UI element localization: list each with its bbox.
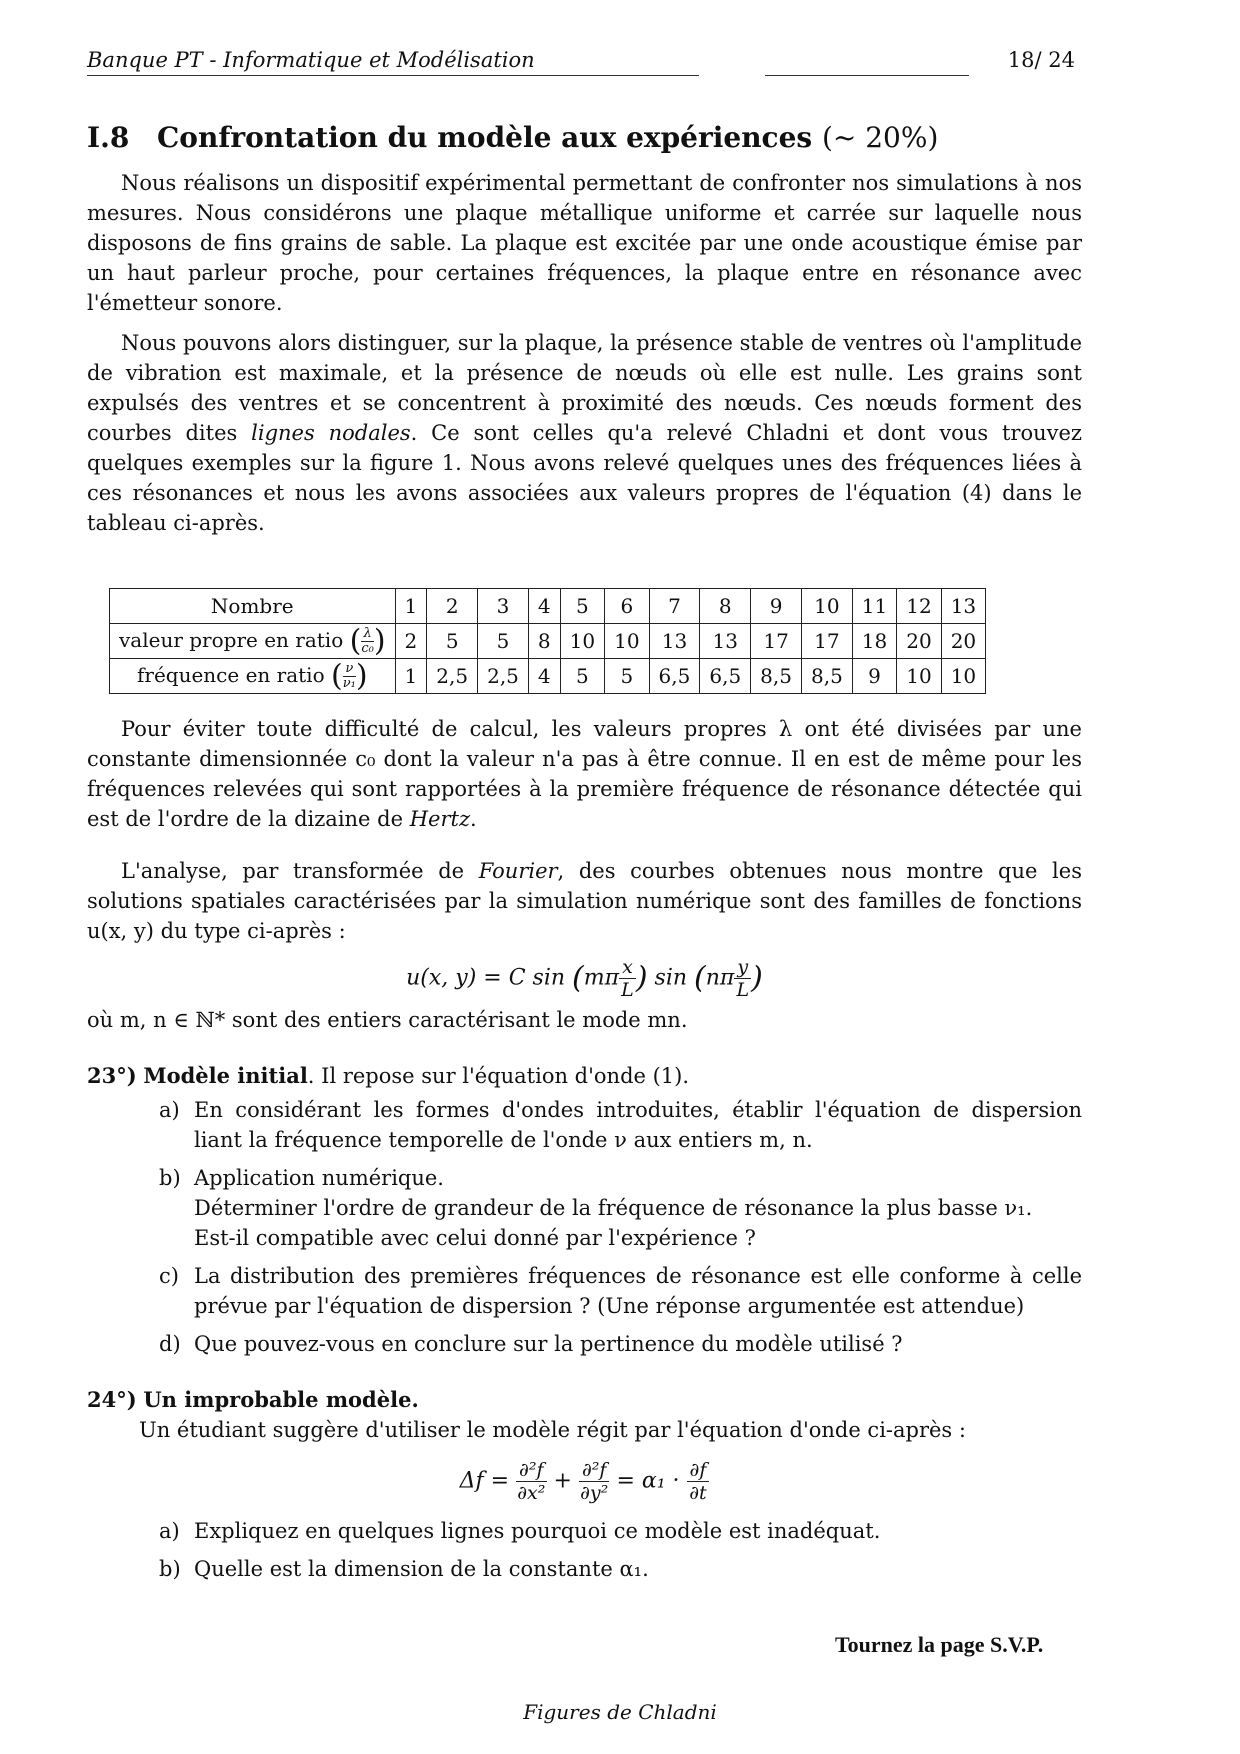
fraction-denominator: ν₁ bbox=[342, 676, 356, 692]
ratio-fraction bbox=[361, 627, 374, 656]
paragraph-1: Nous réalisons un dispositif expérimental permettant de confronter nos simulations à nos mesures. Nous considérons une plaque métallique uniforme et carrée sur laquelle nous disposons de fins grains de sable. La plaque est excitée par une onde acoustique émise par un haut parleur proche, pour certaines fréquences, la plaque entre en résonance avec l'émetteur sonore. bbox=[87, 171, 1082, 315]
eq2-lhs: Δf = bbox=[459, 1468, 510, 1494]
item-letter: b) bbox=[159, 1166, 181, 1190]
table-cell: 8 bbox=[528, 624, 560, 659]
question-number: 23°) bbox=[87, 1063, 137, 1088]
item-text: Application numérique. bbox=[194, 1166, 444, 1190]
table-cell: 2,5 bbox=[478, 659, 529, 694]
eq1-fraction-x bbox=[619, 956, 636, 1001]
table-cell: 5 bbox=[560, 659, 604, 694]
list-item bbox=[159, 1329, 1082, 1359]
eq1-lhs: u(x, y) = C sin bbox=[406, 965, 566, 991]
paragraph-3 bbox=[87, 714, 1082, 834]
table-cell: 4 bbox=[528, 589, 560, 624]
fraction-numerator: ∂²f bbox=[579, 1459, 609, 1482]
fraction-denominator: ∂t bbox=[689, 1482, 707, 1504]
page-header bbox=[87, 48, 1087, 78]
table-cell: 8,5 bbox=[751, 659, 802, 694]
table-row bbox=[110, 589, 986, 624]
ratio-fraction bbox=[343, 662, 356, 691]
item-text: En considérant les formes d'ondes introduites, établir l'équation de dispersion liant la fréquence temporelle de l'onde ν aux entiers m, n. bbox=[194, 1098, 1082, 1152]
resonance-table bbox=[109, 588, 986, 694]
list-item bbox=[159, 1516, 1082, 1546]
table-cell: 5 bbox=[478, 624, 529, 659]
eq2-term3 bbox=[687, 1459, 710, 1504]
paragraph-2-part-a: Nous pouvons alors distinguer, sur la plaque, la présence stable de ventres où l'amplitude de vibration est maximale, et la présence de nœuds où elle est nulle. Les grains sont expulsés des ventres et se concentrent à proximité des nœuds. Ces nœuds forment des courbes dites bbox=[87, 331, 1082, 445]
header-rule-left bbox=[87, 75, 699, 76]
question-title: Modèle initial bbox=[143, 1063, 308, 1088]
item-letter: d) bbox=[159, 1332, 181, 1356]
row-label-nombre: Nombre bbox=[110, 589, 396, 624]
eq1-arg1-prefix: mπ bbox=[583, 965, 620, 991]
table-cell: 1 bbox=[395, 589, 427, 624]
item-text: Déterminer l'ordre de grandeur de la fréquence de résonance la plus basse ν₁. bbox=[194, 1196, 1033, 1220]
item-letter: a) bbox=[159, 1519, 180, 1543]
eq1-sin: sin bbox=[654, 965, 688, 991]
section-number: I.8 bbox=[87, 121, 130, 154]
table-cell: 3 bbox=[478, 589, 529, 624]
list-item bbox=[159, 1163, 1082, 1253]
paren-close: ) bbox=[355, 658, 368, 694]
table-cell: 12 bbox=[897, 589, 941, 624]
table-cell: 10 bbox=[605, 624, 649, 659]
equation-modes bbox=[87, 956, 1082, 1001]
row-label-frequency bbox=[110, 659, 396, 694]
question-24-heading bbox=[87, 1385, 1082, 1415]
term-nodal-lines: lignes nodales bbox=[251, 421, 411, 445]
fraction-denominator: c₀ bbox=[361, 641, 374, 657]
paragraph-2 bbox=[87, 328, 1082, 538]
table-row bbox=[110, 624, 986, 659]
table-cell: 8,5 bbox=[801, 659, 852, 694]
eq1-fraction-y bbox=[734, 956, 751, 1001]
item-text: Quelle est la dimension de la constante α₁. bbox=[194, 1557, 649, 1581]
fraction-numerator: y bbox=[734, 956, 751, 979]
table-cell: 10 bbox=[941, 659, 985, 694]
term-fourier: Fourier bbox=[478, 859, 558, 883]
table-cell: 13 bbox=[941, 589, 985, 624]
table-cell: 9 bbox=[852, 659, 896, 694]
item-letter: c) bbox=[159, 1264, 179, 1288]
paragraph-3-text: Pour éviter toute difficulté de calcul, les valeurs propres λ ont été divisées par une constante dimensionnée c₀ dont la valeur n'a pas à être connue. Il en est de même pour les fréquences relevées qui sont rapportées à la première fréquence de résonance détectée qui est de l'ordre de la dizaine de bbox=[87, 717, 1082, 831]
fraction-numerator: x bbox=[619, 956, 636, 979]
paragraph-4 bbox=[87, 856, 1082, 946]
question-24 bbox=[87, 1385, 1082, 1584]
paren-open: ( bbox=[572, 960, 584, 996]
item-text: Expliquez en quelques lignes pourquoi ce modèle est inadéquat. bbox=[194, 1519, 881, 1543]
question-intro: . Il repose sur l'équation d'onde (1). bbox=[307, 1064, 690, 1088]
figure-caption: Figures de Chladni bbox=[523, 1700, 717, 1724]
eq2-term2 bbox=[579, 1459, 609, 1504]
header-title: Banque PT - Informatique et Modélisation bbox=[87, 48, 535, 72]
list-item bbox=[159, 1095, 1082, 1155]
table-cell: 13 bbox=[700, 624, 751, 659]
table-cell: 17 bbox=[801, 624, 852, 659]
paren-close: ) bbox=[635, 960, 648, 996]
turn-page-note: Tournez la page S.V.P. bbox=[835, 1632, 1044, 1657]
eq2-plus: + bbox=[553, 1468, 572, 1494]
fraction-numerator: λ bbox=[361, 627, 374, 642]
table-cell: 5 bbox=[605, 659, 649, 694]
table-cell: 1 bbox=[395, 659, 427, 694]
question-23 bbox=[87, 1061, 1082, 1359]
question-intro: Un étudiant suggère d'utiliser le modèle régit par l'équation d'onde ci-après : bbox=[139, 1418, 966, 1442]
paren-close: ) bbox=[373, 623, 386, 659]
fraction-numerator: ∂f bbox=[687, 1459, 710, 1482]
paragraph-3-end: . bbox=[470, 807, 477, 831]
question-number: 24°) bbox=[87, 1387, 137, 1412]
paren-open: ( bbox=[349, 623, 362, 659]
question-24-items bbox=[159, 1516, 1082, 1584]
header-rule-right bbox=[765, 75, 969, 76]
section-heading bbox=[87, 118, 1082, 158]
table-cell: 5 bbox=[427, 624, 478, 659]
fraction-numerator: ν bbox=[343, 662, 356, 677]
table-cell: 2 bbox=[427, 589, 478, 624]
table-cell: 11 bbox=[852, 589, 896, 624]
paragraph-5: où m, n ∈ ℕ* sont des entiers caractérisant le mode mn. bbox=[87, 1008, 688, 1032]
item-letter: a) bbox=[159, 1098, 180, 1122]
table-cell: 10 bbox=[897, 659, 941, 694]
item-text: Que pouvez-vous en conclure sur la pertinence du modèle utilisé ? bbox=[194, 1332, 903, 1356]
item-letter: b) bbox=[159, 1557, 181, 1581]
row-label-eigenvalue bbox=[110, 624, 396, 659]
equation-diffusion bbox=[87, 1459, 1082, 1504]
fraction-denominator: L bbox=[736, 979, 750, 1001]
table-cell: 2 bbox=[395, 624, 427, 659]
table-row bbox=[110, 659, 986, 694]
paragraph-2-part-c: . Ce sont celles qu'a relevé Chladni et dont vous trouvez quelques exemples sur la figure 1. Nous avons relevé quelques unes des fréquences liées à ces résonances et nous les avons associées aux valeurs propres de l'équation (4) dans le tableau ci-après. bbox=[87, 421, 1082, 535]
table-cell: 9 bbox=[751, 589, 802, 624]
paren-open: ( bbox=[330, 658, 343, 694]
term-hertz: Hertz bbox=[409, 807, 471, 831]
page-number: 18/ 24 bbox=[1007, 48, 1075, 72]
table-cell: 13 bbox=[649, 624, 700, 659]
row-label-text: valeur propre en ratio bbox=[119, 628, 344, 653]
main-content bbox=[87, 118, 1082, 1592]
table-cell: 17 bbox=[751, 624, 802, 659]
fraction-denominator: ∂x² bbox=[517, 1482, 546, 1504]
table-cell: 6,5 bbox=[649, 659, 700, 694]
eq2-term1 bbox=[516, 1459, 546, 1504]
table-cell: 7 bbox=[649, 589, 700, 624]
paren-open: ( bbox=[694, 960, 706, 996]
table-cell: 18 bbox=[852, 624, 896, 659]
table-cell: 4 bbox=[528, 659, 560, 694]
list-item bbox=[159, 1261, 1082, 1321]
section-title: Confrontation du modèle aux expériences bbox=[157, 121, 813, 154]
fraction-denominator: ∂y² bbox=[580, 1482, 609, 1504]
item-text: Est-il compatible avec celui donné par l'expérience ? bbox=[194, 1226, 756, 1250]
item-text: La distribution des premières fréquences de résonance est elle conforme à celle prévue par l'équation de dispersion ? (Une réponse argumentée est attendue) bbox=[194, 1264, 1082, 1318]
section-weight: (~ 20%) bbox=[821, 121, 939, 154]
table-cell: 10 bbox=[801, 589, 852, 624]
table-cell: 20 bbox=[941, 624, 985, 659]
paren-close: ) bbox=[751, 960, 763, 996]
table-cell: 5 bbox=[560, 589, 604, 624]
table-cell: 10 bbox=[560, 624, 604, 659]
fraction-numerator: ∂²f bbox=[516, 1459, 546, 1482]
table-cell: 6,5 bbox=[700, 659, 751, 694]
question-23-heading bbox=[87, 1061, 1082, 1091]
paragraph-4-part-c: , des courbes obtenues nous montre que les solutions spatiales caractérisées par la simulation numérique sont des familles de fonctions u(x, y) du type ci-après : bbox=[87, 859, 1082, 943]
list-item bbox=[159, 1554, 1082, 1584]
paragraph-4-part-a: L'analyse, par transformée de bbox=[121, 859, 465, 883]
question-23-items bbox=[159, 1095, 1082, 1359]
table-cell: 6 bbox=[605, 589, 649, 624]
table-cell: 8 bbox=[700, 589, 751, 624]
table-cell: 2,5 bbox=[427, 659, 478, 694]
question-title: Un improbable modèle. bbox=[143, 1387, 419, 1412]
row-label-text: fréquence en ratio bbox=[136, 663, 325, 688]
eq1-arg2-prefix: nπ bbox=[705, 965, 735, 991]
eq2-equals: = α₁ · bbox=[616, 1468, 680, 1494]
fraction-denominator: L bbox=[621, 979, 634, 1001]
table-cell: 20 bbox=[897, 624, 941, 659]
